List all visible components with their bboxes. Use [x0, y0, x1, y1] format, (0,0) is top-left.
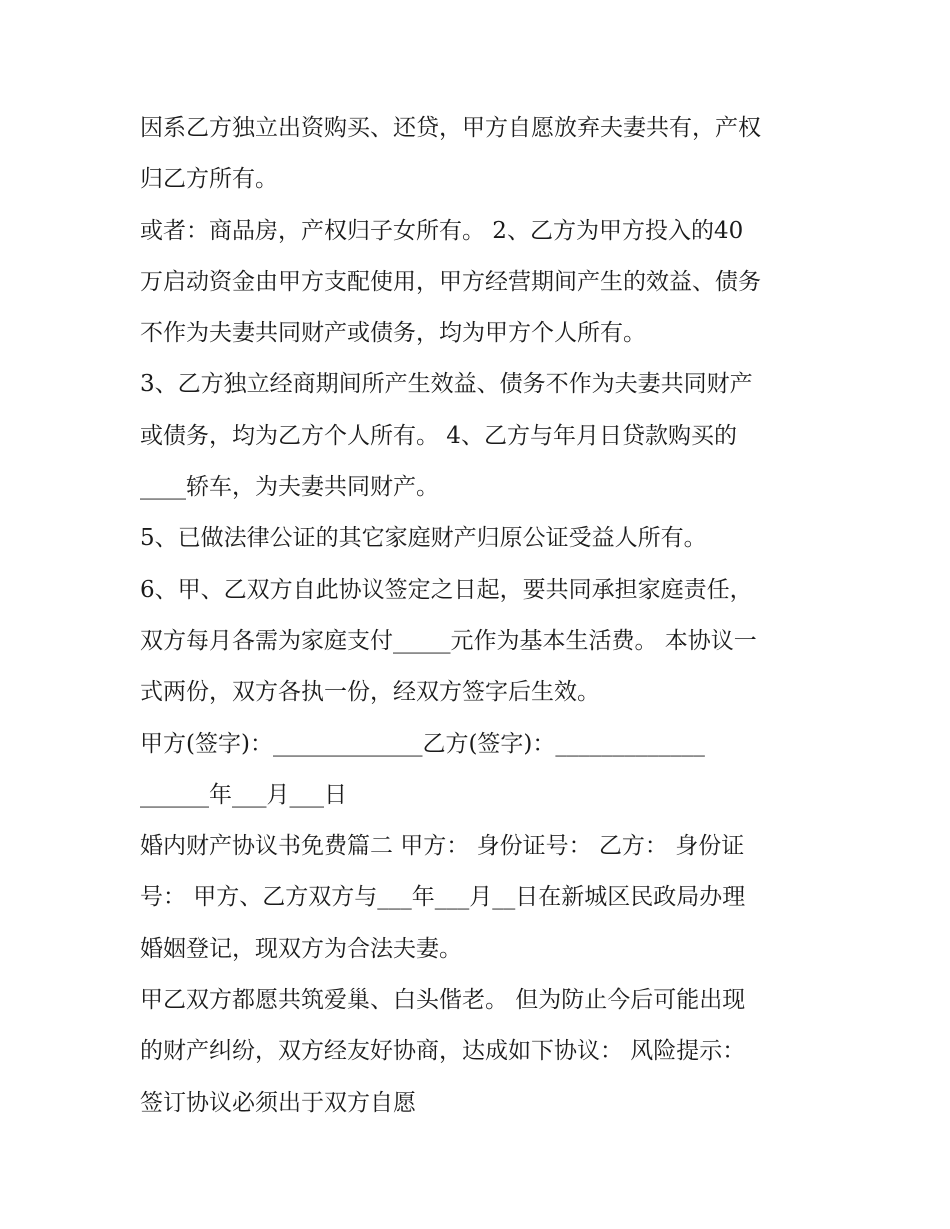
text-line: 不作为夫妻共同财产或债务，均为甲方个人所有。	[140, 320, 646, 347]
document-body	[140, 103, 820, 1129]
text-line: 的财产纠纷，双方经友好协商，达成如下协议： 风险提示：	[140, 1038, 746, 1065]
text-line: 式两份，双方各执一份，经双方签字后生效。	[140, 679, 600, 706]
text-line: ____轿车，为夫妻共同财产。	[140, 474, 439, 501]
text-line: 6、甲、乙双方自此协议签定之日起，要共同承担家庭责任，	[140, 576, 753, 603]
text-line: 或者：商品房，产权归子女所有。 2、乙方为甲方投入的40	[140, 217, 744, 244]
text-line: 婚姻登记，现双方为合法夫妻。	[140, 935, 462, 962]
text-line: 双方每月各需为家庭支付_____元作为基本生活费。 本协议一	[140, 627, 757, 654]
text-line: 号： 甲方、乙方双方与___年___月__日在新城区民政局办理	[140, 884, 746, 911]
date-line: ______年___月___日	[140, 781, 347, 808]
signature-line: 甲方(签字)：_____________乙方(签字)：_____________	[140, 730, 705, 757]
text-line: 归乙方所有。	[140, 166, 278, 193]
section-heading-line: 婚内财产协议书免费篇二 甲方： 身份证号： 乙方： 身份证	[140, 833, 745, 860]
text-line: 3、乙方独立经商期间所产生效益、债务不作为夫妻共同财产	[140, 371, 753, 398]
text-line: 或债务，均为乙方个人所有。 4、乙方与年月日贷款购买的	[140, 422, 737, 449]
text-line: 因系乙方独立出资购买、还贷，甲方自愿放弃夫妻共有，产权	[140, 115, 761, 141]
text-line: 万启动资金由甲方支配使用，甲方经营期间产生的效益、债务	[140, 268, 761, 295]
text-line: 5、已做法律公证的其它家庭财产归原公证受益人所有。	[140, 525, 707, 552]
text-line: 甲乙双方都愿共筑爱巢、白头偕老。 但为防止今后可能出现	[140, 987, 746, 1014]
text-line: 签订协议必须出于双方自愿	[140, 1089, 416, 1116]
